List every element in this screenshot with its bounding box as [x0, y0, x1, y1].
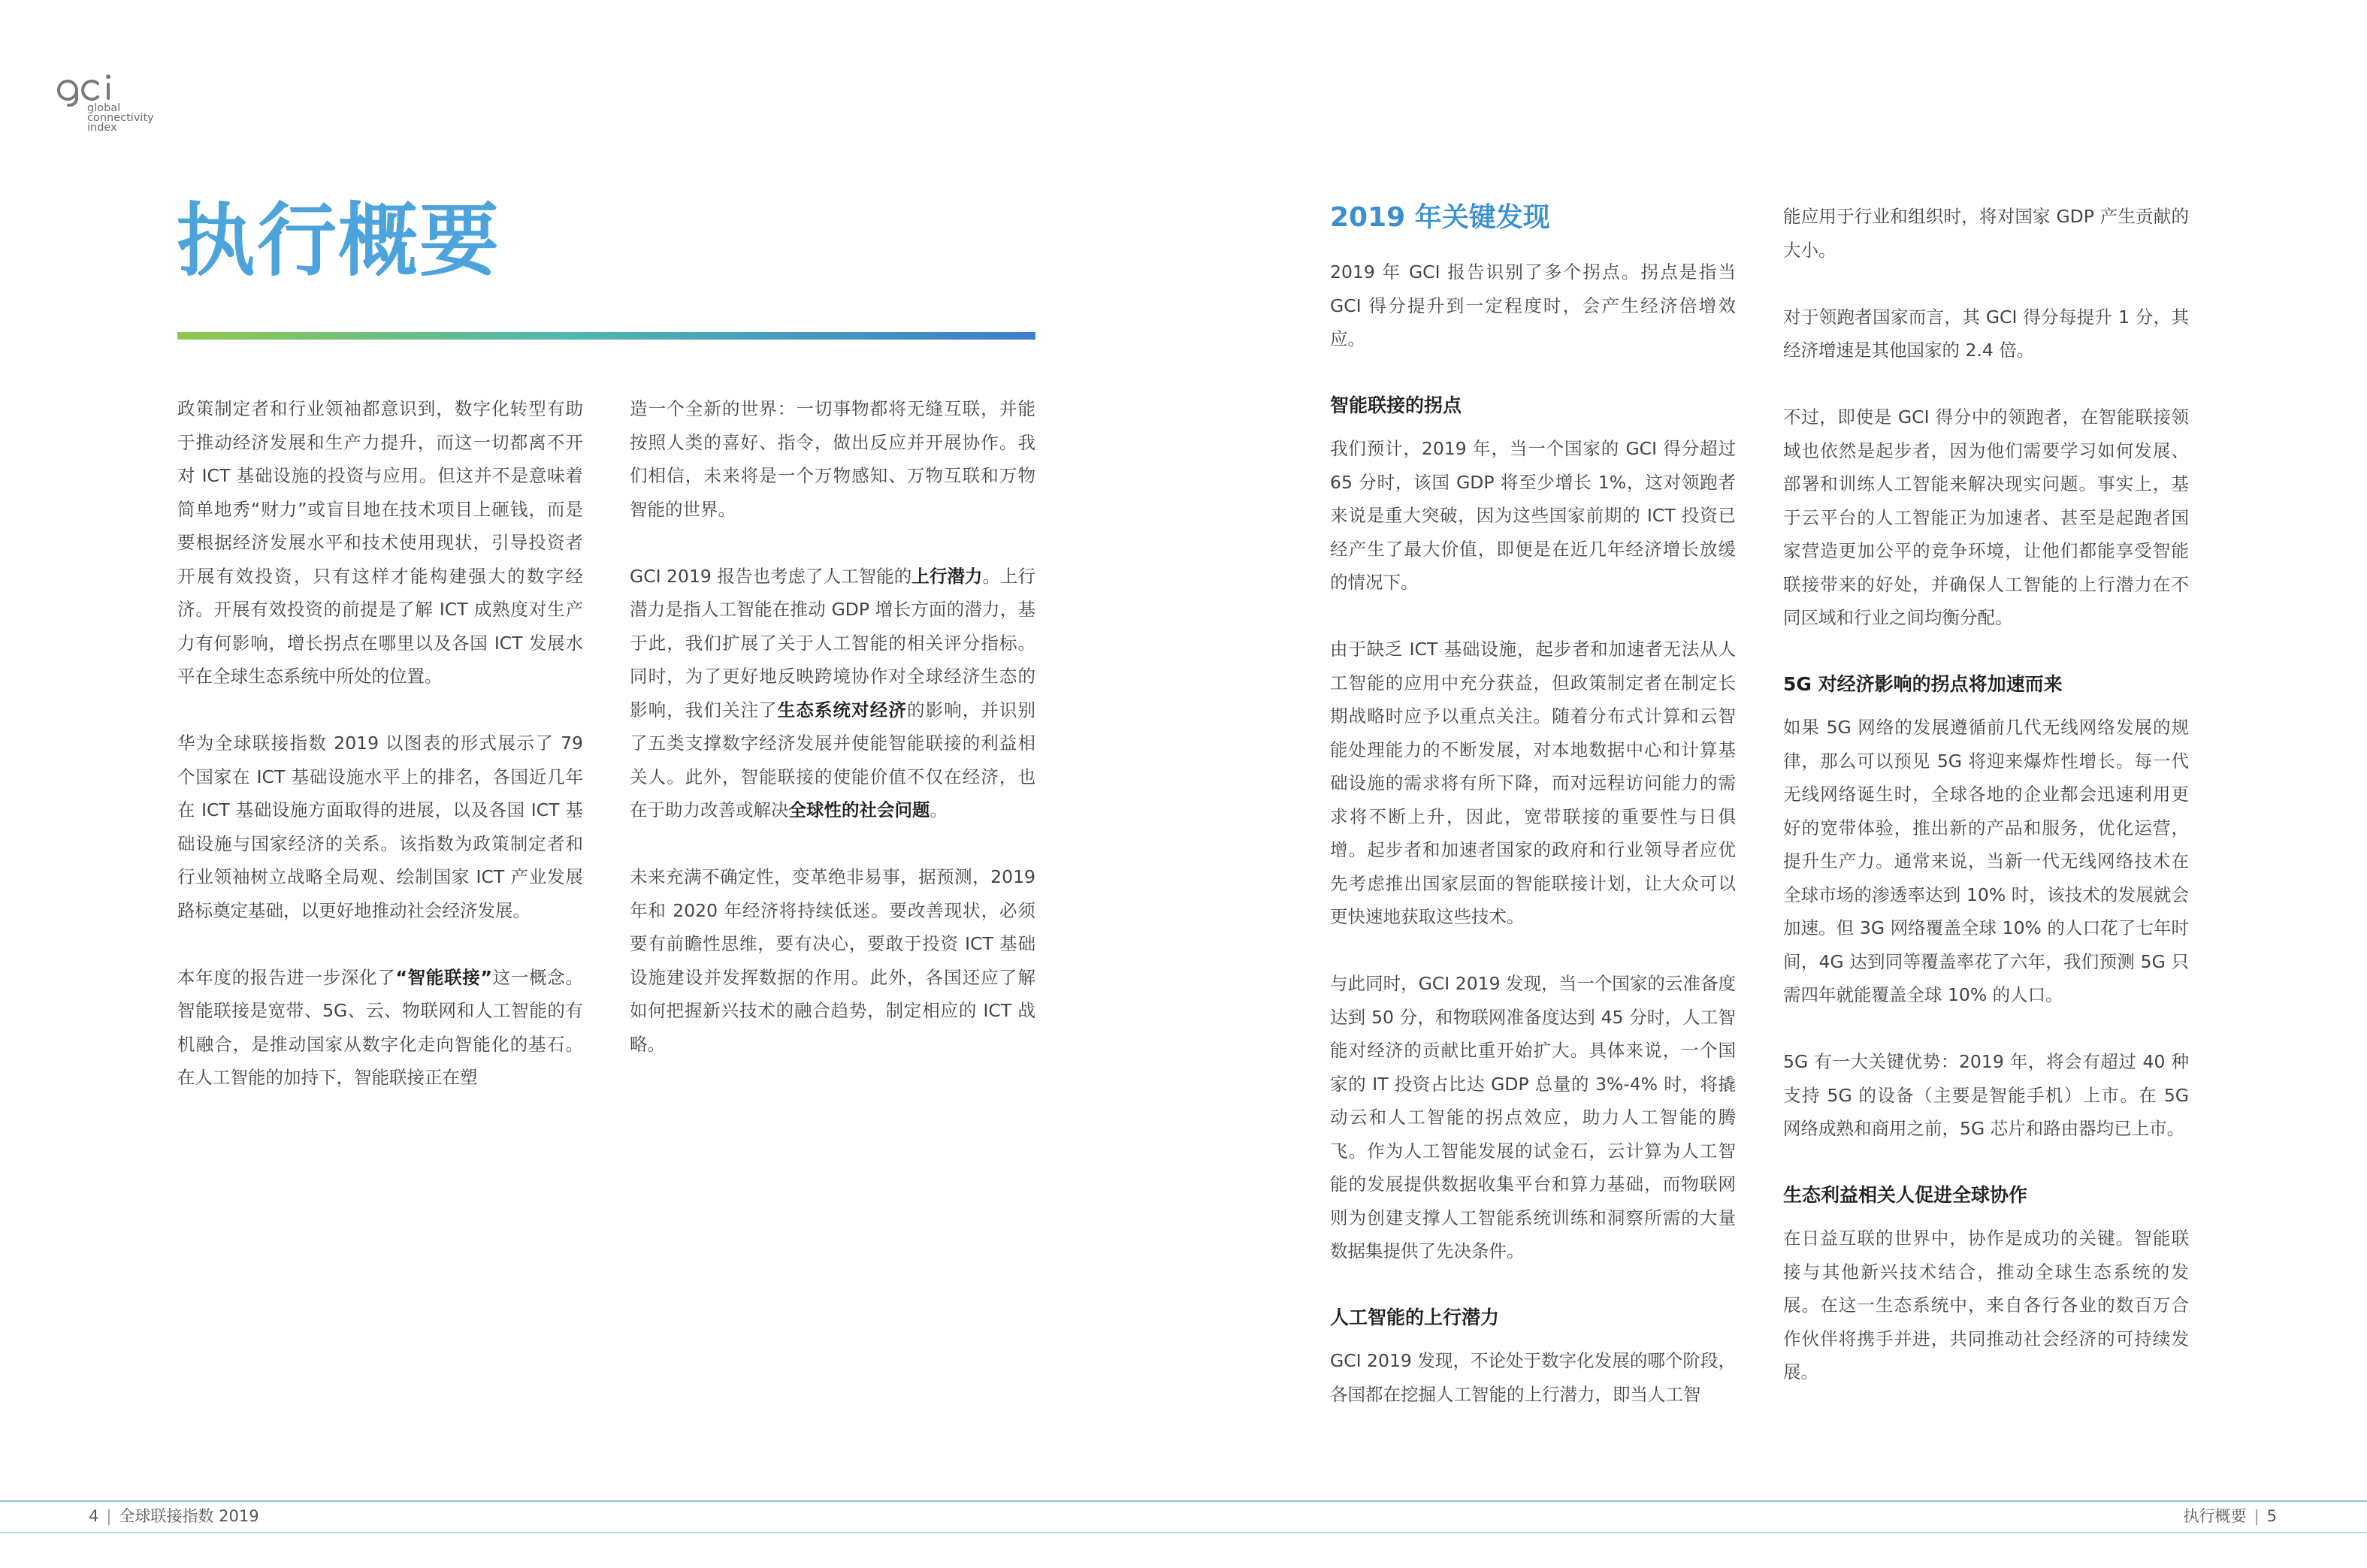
paragraph: 能应用于行业和组织时，将对国家 GDP 产生贡献的大小。 — [1783, 206, 2189, 261]
text-column-1 — [177, 392, 583, 1095]
text-run: 的影响，并识别了五类支撑数字经济发展并使能智能联接的利益相关人。此外，智能联接的使能价值不仅在经济，也在于助力改善或解决 — [630, 699, 1036, 820]
logo-word: connectivity — [87, 112, 154, 124]
logo-word: global — [87, 102, 121, 114]
bold-term: 上行潜力 — [911, 565, 983, 587]
paragraph: 由于缺乏 ICT 基础设施，起步者和加速者无法从人工智能的应用中充分获益，但政策制定者在制定长期战略时应予以重点关注。随着分布式计算和云智能处理能力的不断发展，对本地数据中心和计算基础设施的需求将有所下降，而对远程访问能力的需求将不断上升，因此，宽带联接的重要性与日俱增。起步者和加速者国家的政府和行业领导者应优先考虑推出国家层面的智能联接计划，让大众可以更快速地获取这些技术。 — [1330, 639, 1736, 927]
page-number: 4 — [89, 1507, 99, 1525]
gci-logo-wordmark — [87, 104, 154, 133]
text-run: 本年度的报告进一步深化了 — [177, 966, 396, 988]
subsection-heading: 生态利益相关人促进全球协作 — [1783, 1184, 2028, 1206]
footer-separator: | — [2254, 1507, 2260, 1525]
text-run: 。上行潜力是指人工智能在推动 GDP 增长方面的潜力，基于此，我们扩展了关于人工智能的相关评分指标。同时，为了更好地反映跨境协作对全球经济生态的影响，我们关注了 — [630, 565, 1036, 721]
subsection-heading: 人工智能的上行潜力 — [1330, 1307, 1500, 1328]
paragraph: 造一个全新的世界：一切事物都将无缝互联，并能按照人类的喜好、指令，做出反应并开展协作。我们相信，未来将是一个万物感知、万物互联和万物智能的世界。 — [630, 398, 1035, 520]
footer-rule — [0, 1500, 2367, 1502]
text-column-2 — [630, 392, 1035, 1061]
paragraph: 对于领跑者国家而言，其 GCI 得分每提升 1 分，其经济增速是其他国家的 2.4 倍。 — [1783, 306, 2189, 361]
paragraph: 华为全球联接指数 2019 以图表的形式展示了 79 个国家在 ICT 基础设施水平上的排名，各国近几年在 ICT 基础设施方面取得的进展，以及各国 ICT 基础设施与国家经济的关系。该指数为政策制定者和行业领袖树立战略全局观、绘制国家 ICT 产业发展路标奠定基础，以更好地推动社会经济发展。 — [177, 733, 583, 921]
footer-rule — [0, 1532, 2367, 1533]
footer-title: 全球联接指数 2019 — [119, 1507, 259, 1525]
paragraph — [630, 560, 1035, 827]
paragraph: 不过，即使是 GCI 得分中的领跑者，在智能联接领域也依然是起步者，因为他们需要学习如何发展、部署和训练人工智能来解决现实问题。事实上，基于云平台的人工智能正为加速者、甚至是起跑者国家营造更加公平的竞争环境，让他们都能享受智能联接带来的好处，并确保人工智能的上行潜力在不同区域和行业之间均衡分配。 — [1783, 406, 2189, 628]
text-run: 这一概念。智能联接是宽带、5G、云、物联网和人工智能的有机融合，是推动国家从数字化走向智能化的基石。在人工智能的加持下，智能联接正在塑 — [177, 966, 584, 1088]
paragraph: 未来充满不确定性，变革绝非易事，据预测，2019 年和 2020 年经济将持续低迷。要改善现状，必须要有前瞻性思维，要有决心，要敢于投资 ICT 基础设施建设并发挥数据的作用。此外，各国还应了解如何把握新兴技术的融合趋势，制定相应的 ICT 战略。 — [630, 866, 1035, 1055]
paragraph — [177, 961, 583, 1095]
paragraph: 2019 年 GCI 报告识别了多个拐点。拐点是指当 GCI 得分提升到一定程度时，会产生经济倍增效应。 — [1330, 261, 1736, 349]
footer-separator: | — [106, 1507, 112, 1525]
bold-term: 生态系统对经济 — [777, 699, 907, 721]
paragraph: 与此同时，GCI 2019 发现，当一个国家的云准备度达到 50 分，和物联网准备度达到 45 分时，人工智能对经济的贡献比重开始扩大。具体来说，一个国家的 IT 投资占比达 GDP 总量的 3%-4% 时，将撬动云和人工智能的拐点效应，助力人工智能的腾飞。作为人工智能发展的试金石，云计算为人工智能的发展提供数据收集平台和算力基础，而物联网则为创建支撑人工智能系统训练和洞察所需的大量数据集提供了先决条件。 — [1330, 973, 1736, 1261]
text-column-3 — [1330, 200, 1736, 1411]
bold-term: 全球性的社会问题 — [788, 799, 930, 820]
paragraph: GCI 2019 发现，不论处于数字化发展的哪个阶段，各国都在挖掘人工智能的上行潜力，即当人工智 — [1330, 1350, 1736, 1405]
paragraph: 我们预计，2019 年，当一个国家的 GCI 得分超过 65 分时，该国 GDP 将至少增长 1%，这对领跑者来说是重大突破，因为这些国家前期的 ICT 投资已经产生了最大价值，即便是在近几年经济增长放缓的情况下。 — [1330, 438, 1736, 593]
bold-term: “智能联接” — [395, 966, 492, 988]
logo-word: index — [87, 122, 117, 134]
footer-left — [89, 1501, 259, 1531]
subsection-heading: 5G 对经济影响的拐点将加速而来 — [1783, 673, 2063, 695]
text-column-4 — [1783, 200, 2189, 1389]
paragraph: 政策制定者和行业领袖都意识到，数字化转型有助于推动经济发展和生产力提升，而这一切都离不开对 ICT 基础设施的投资与应用。但这并不是意味着简单地秀“财力”或盲目地在技术项目上砸钱，而是要根据经济发展水平和技术使用现状，引导投资者开展有效投资，只有这样才能构建强大的数字经济。开展有效投资的前提是了解 ICT 成熟度对生产力有何影响，增长拐点在哪里以及各国 ICT 发展水平在全球生态系统中所处的位置。 — [177, 398, 583, 687]
text-run: 。 — [930, 799, 948, 820]
title-gradient-rule — [177, 332, 1035, 340]
paragraph: 5G 有一大关键优势：2019 年，将会有超过 40 种支持 5G 的设备（主要是智能手机）上市。在 5G 网络成熟和商用之前，5G 芯片和路由器均已上市。 — [1783, 1051, 2189, 1139]
text-run: GCI 2019 报告也考虑了人工智能的 — [630, 565, 912, 587]
paragraph: 如果 5G 网络的发展遵循前几代无线网络发展的规律，那么可以预见 5G 将迎来爆炸性增长。每一代无线网络诞生时，全球各地的企业都会迅速利用更好的宽带体验，推出新的产品和服务，优化运营，提升生产力。通常来说，当新一代无线网络技术在全球市场的渗透率达到 10% 时，该技术的发展就会加速。但 3G 网络覆盖全球 10% 的人口花了七年时间，4G 达到同等覆盖率花了六年，我们预测 5G 只需四年就能覆盖全球 10% 的人口。 — [1783, 717, 2189, 1005]
gci-logo — [56, 72, 168, 140]
footer-title: 执行概要 — [2183, 1507, 2247, 1525]
page-title: 执行概要 — [176, 195, 500, 287]
paragraph: 在日益互联的世界中，协作是成功的关键。智能联接与其他新兴技术结合，推动全球生态系统的发展。在这一生态系统中，来自各行各业的数百万合作伙伴将携手并进，共同推动社会经济的可持续发展。 — [1783, 1228, 2189, 1382]
footer-right — [2184, 1501, 2277, 1531]
subsection-heading: 智能联接的拐点 — [1330, 394, 1462, 416]
section-heading: 2019 年关键发现 — [1330, 202, 1550, 233]
page-number: 5 — [2266, 1507, 2277, 1525]
